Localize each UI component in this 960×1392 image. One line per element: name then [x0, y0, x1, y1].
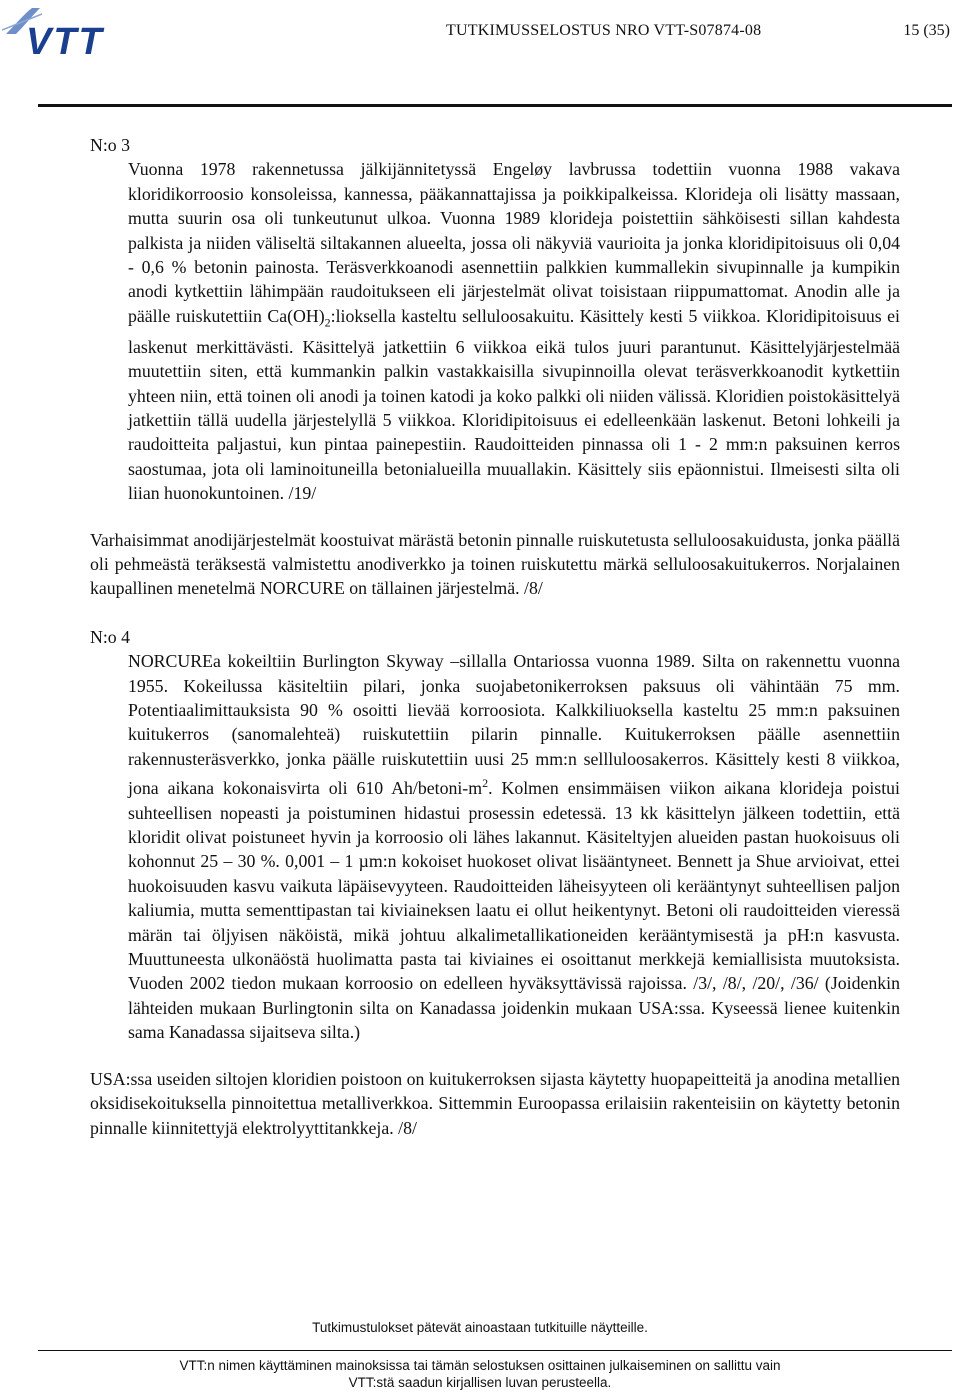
case-4-label: N:o 4: [90, 626, 131, 647]
header-divider: [38, 104, 952, 107]
footer-legal-line-2: VTT:stä saadun kirjallisen luvan perusteella.: [348, 1375, 612, 1390]
case-3-text-a: Vuonna 1978 rakennetussa jälkijännitetyssä Engeløy lavbrussa todettiin vuonna 1988 vakava kloridikorroosio konsoleissa, kannessa, pääkannattajissa ja poikkipalkeissa. Klorideja oli lisätty massaan, mutta suurin osa oli tunkeutunut ulkoa. Vuonna 1989 klorideja poistettiin sähköisesti sillan kahdesta palkista ja niiden väliseltä siltakannen alueelta, jossa oli näkyviä vaurioita ja jonka kloridipitoisuus oli 0,04 - 0,6 % betonin painosta. Teräsverkkoanodi asennettiin palkkien kummallekin sivupinnalle ja kumpikin anodi kytkettiin lähimpään raudoitukseen eli järjestelmät olivat toisistaan riippumattomat. Anodin alle ja päälle ruiskutettiin Ca(OH): [128, 159, 900, 326]
norcure-paragraph: Varhaisimmat anodijärjestelmät koostuivat märästä betonin pinnalle ruiskutetusta selluloosakuidusta, jonka päällä oli pehmeästä teräksestä valmistettu anodiverkko ja toinen ruiskutettu märkä selluloosakuitukerros. Norjalainen kaupallinen menetelmä NORCURE on tällainen järjestelmä. /8/: [90, 529, 900, 599]
logo-text: VTT: [26, 21, 104, 56]
case-3-paragraph: [90, 157, 900, 505]
usa-paragraph: USA:ssa useiden siltojen kloridien poistoon on kuitukerroksen sijasta käytetty huopapeitteitä ja anodina metallien oksidisekoituksella pinnoitettua metalliverkkoa. Sittemmin Euroopassa erilaisiin rakenteisiin on käytetty betonin pinnalle kiinnitettyjä elektrolyyttitankkeja. /8/: [90, 1068, 900, 1138]
report-title: TUTKIMUSSELOSTUS NRO VTT-S07874-08: [446, 22, 762, 39]
spacer: [90, 601, 900, 625]
case-4-paragraph: [90, 649, 900, 1044]
vtt-logo: [2, 4, 142, 56]
case-4-superscript: 2: [482, 776, 489, 791]
footer-divider: [38, 1350, 952, 1351]
spacer: [90, 1045, 900, 1067]
page-number: 15 (35): [903, 22, 950, 39]
case-3-text-b: :lioksella kasteltu selluloosakuitu. Käsittely kesti 5 viikkoa. Kloridipitoisuus ei laskenut merkittävästi. Käsittelyä jatkettiin 6 viikkoa eikä tulos juuri parantunut. Käsittelyjärjestelmää muutettiin siten, että kummankin palkin vastakkaisilla sivupinnoilla olevat teräsverkkoanodit kytkettiin yhteen niin, että toinen oli anodi ja toinen katodi ja koko palkki oli niiden välissä. Kloridien poistokäsittelyä jatkettiin tällä uudella järjestelyllä 5 viikkoa. Kloridipitoisuus ei edelleenkään laskenut. Betoni lohkeili ja raudoitteita paljastui, kun pintaa painepestiin. Raudoitteiden pinnassa oli 1 - 2 mm:n paksuinen kerros saostumaa, jota oli laminoituneilla betonialueilla muuallakin. Käsittely siis epäonnistui. Ilmeisesti silta oli liian huonokuntoinen. /19/: [128, 305, 900, 504]
case-3-label: N:o 3: [90, 135, 131, 155]
spacer: [90, 506, 900, 528]
document-body: [90, 133, 900, 1140]
footer-legal-line-1: VTT:n nimen käyttäminen mainoksissa tai tämän selostuksen osittainen julkaiseminen on sallittu vain: [179, 1358, 781, 1373]
footer-legal: [0, 1357, 960, 1391]
case-4-text-a: NORCUREa kokeiltiin Burlington Skyway –sillalla Ontariossa vuonna 1989. Silta on rakennettu vuonna 1955. Kokeilussa käsiteltiin pilari, jonka suojabetonikerroksen paksuus oli vähintään 75 mm. Potentiaalimittauksista 90 % osoitti lievää korroosiota. Kalkkiliuoksella kasteltu 25 mm:n paksuinen kuitukerros (sanomalehteä) ruiskutettiin pilarin pinnalle. Kuitukerroksen päälle asennettiin rakennusteräsverkko, jonka päälle ruiskutettiin uusi 25 mm:n sellluloosakerros. Käsittely kesti 8 viikkoa, jona aikana kokonaisvirta oli 610 Ah/betoni-m: [128, 651, 900, 799]
case-4-text-b: . Kolmen ensimmäisen viikon aikana klorideja poistui suhteellisen nopeasti ja poistuminen hidastui prosessin edetessä. 13 kk käsittelyn jälkeen todettiin, että kloridit olivat poistuneet hyvin ja korroosio oli lähes lakannut. Käsiteltyjen alueiden pastan huokoisuus oli kohonnut 25 – 30 %. 0,001 – 1 µm:n kokoiset huokoset olivat lisääntyneet. Bennett ja Shue arvioivat, ettei huokoisuuden kasvu vaikuta läpäisevyyteen. Raudoitteiden läheisyyteen oli kerääntynyt suhteellisen paljon kaliumia, mutta sementtipastan tai kiviaineksen laatu ei ollut heikentynyt. Betoni oli raudoitteiden vieressä märän tai öljyisen näköistä, mikä johtuu alkalimetallikationeiden kerääntymisestä ja pH:n kasvusta. Muuttuneesta ulkonäöstä huolimatta pasta tai kiviaines ei osoittanut merkkejä kemiallisista muutoksista. Vuoden 2002 tiedon mukaan korroosio on edelleen hyväksyttävissä rajoissa. /3/, /8/, /20/, /36/ (Joidenkin lähteiden mukaan Burlingtonin silta on Kanadassa joidenkin mukaan USA:ssa. Kyseessä lienee kuitenkin sama Kanadassa sijaitseva silta.): [128, 778, 900, 1043]
case-3-subscript: 2: [324, 315, 331, 330]
footer-note: Tutkimustulokset pätevät ainoastaan tutkituille näytteille.: [312, 1320, 648, 1335]
